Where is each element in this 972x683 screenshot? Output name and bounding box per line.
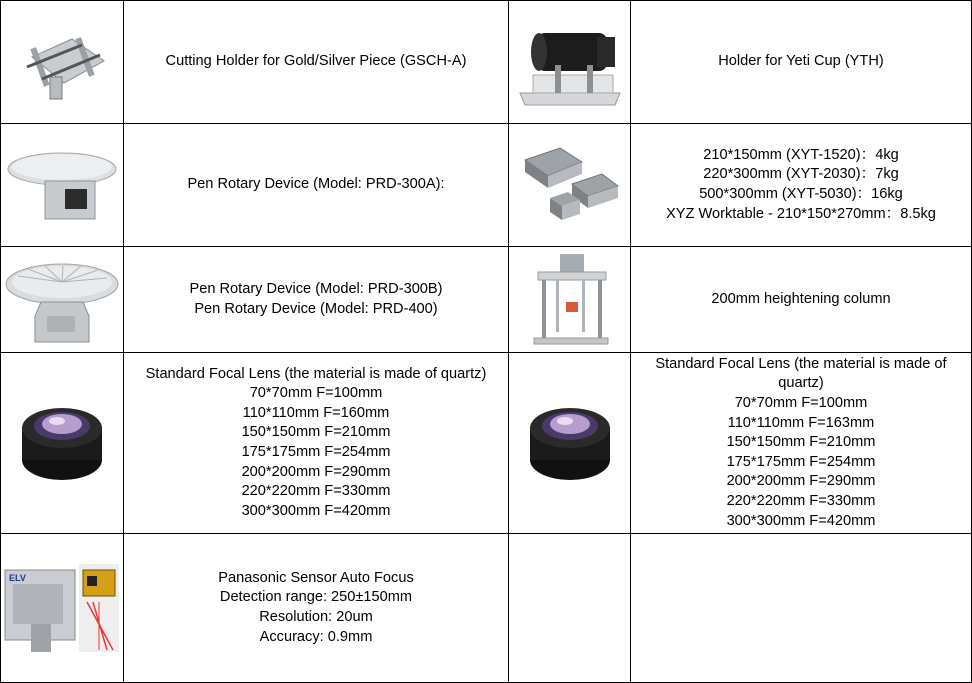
description-line: Panasonic Sensor Auto Focus: [218, 569, 414, 586]
description-line: 200mm heightening column: [711, 290, 891, 307]
image-cell: [1, 247, 124, 353]
accessory-description: [631, 247, 972, 353]
description-line: Pen Rotary Device (Model: PRD-300B): [189, 280, 443, 297]
description-line: 110*110mm F=163mm: [727, 414, 875, 431]
image-cell: [1, 124, 124, 247]
panasonic-sensor-auto-focus-icon: [3, 562, 121, 654]
table-row: [1, 534, 972, 683]
description-line: 300*300mm F=420mm: [241, 502, 391, 519]
table-row: [1, 247, 972, 353]
description-line: 200*200mm F=290mm: [726, 473, 876, 490]
xyz-worktable-icon: [520, 140, 620, 230]
image-cell: [509, 124, 631, 247]
accessory-description: [124, 353, 509, 534]
focal-lens-icon: [525, 398, 615, 488]
table-row: [1, 1, 972, 124]
description-line: Standard Focal Lens (the material is made of quartz): [655, 355, 947, 392]
heightening-column-icon: [530, 252, 610, 347]
accessory-description: [124, 247, 509, 353]
image-cell: [1, 534, 124, 683]
image-cell: [509, 247, 631, 353]
focal-lens-icon: [17, 398, 107, 488]
description-line: 300*300mm F=420mm: [726, 512, 876, 529]
description-line: Accuracy: 0.9mm: [259, 628, 373, 645]
pen-rotary-device-300b-icon: [3, 254, 121, 346]
image-cell: [1, 1, 124, 124]
empty-cell: [509, 534, 631, 683]
table-row: [1, 124, 972, 247]
description-line: 150*150mm F=210mm: [241, 424, 391, 441]
description-line: 175*175mm F=254mm: [241, 444, 391, 460]
description-line: Pen Rotary Device (Model: PRD-400): [194, 300, 438, 317]
accessory-description: [124, 124, 509, 247]
description-line: Holder for Yeti Cup (YTH): [718, 53, 884, 70]
description-line: 150*150mm F=210mm: [726, 434, 876, 451]
image-cell: [509, 1, 631, 124]
description-line: 110*110mm F=160mm: [242, 404, 390, 421]
pen-rotary-device-300a-icon: [5, 145, 120, 225]
empty-cell: [631, 534, 972, 683]
description-line: 210*150mm (XYT-1520)：4kg: [703, 146, 899, 163]
description-line: 70*70mm F=100mm: [249, 385, 383, 402]
description-line: XYZ Worktable - 210*150*270mm：8.5kg: [666, 205, 936, 222]
accessory-description: [631, 1, 972, 124]
description-line: Detection range: 250±150mm: [219, 589, 413, 606]
description-line: Standard Focal Lens (the material is made of quartz): [145, 365, 487, 382]
description-line: 70*70mm F=100mm: [734, 395, 868, 412]
yeti-cup-holder-icon: [515, 15, 625, 110]
description-line: 200*200mm F=290mm: [241, 463, 391, 480]
accessory-description: [124, 1, 509, 124]
description-line: 500*300mm (XYT-5030)：16kg: [699, 186, 903, 202]
description-line: 220*220mm F=330mm: [241, 483, 391, 500]
description-line: 175*175mm F=254mm: [726, 453, 876, 470]
description-line: Pen Rotary Device (Model: PRD-300A):: [187, 176, 445, 193]
table-row: [1, 353, 972, 534]
accessory-description: [631, 124, 972, 247]
description-line: Cutting Holder for Gold/Silver Piece (GSCH-A): [165, 53, 467, 70]
image-cell: [1, 353, 124, 534]
image-cell: [509, 353, 631, 534]
elv-logo: ELV: [9, 573, 26, 583]
gold-silver-cutting-holder-icon: [12, 17, 112, 107]
description-line: Resolution: 20um: [259, 609, 373, 625]
accessory-description: [124, 534, 509, 683]
accessory-description: [631, 353, 972, 534]
description-line: 220*220mm F=330mm: [726, 492, 876, 509]
description-line: 220*300mm (XYT-2030)：7kg: [703, 166, 899, 183]
